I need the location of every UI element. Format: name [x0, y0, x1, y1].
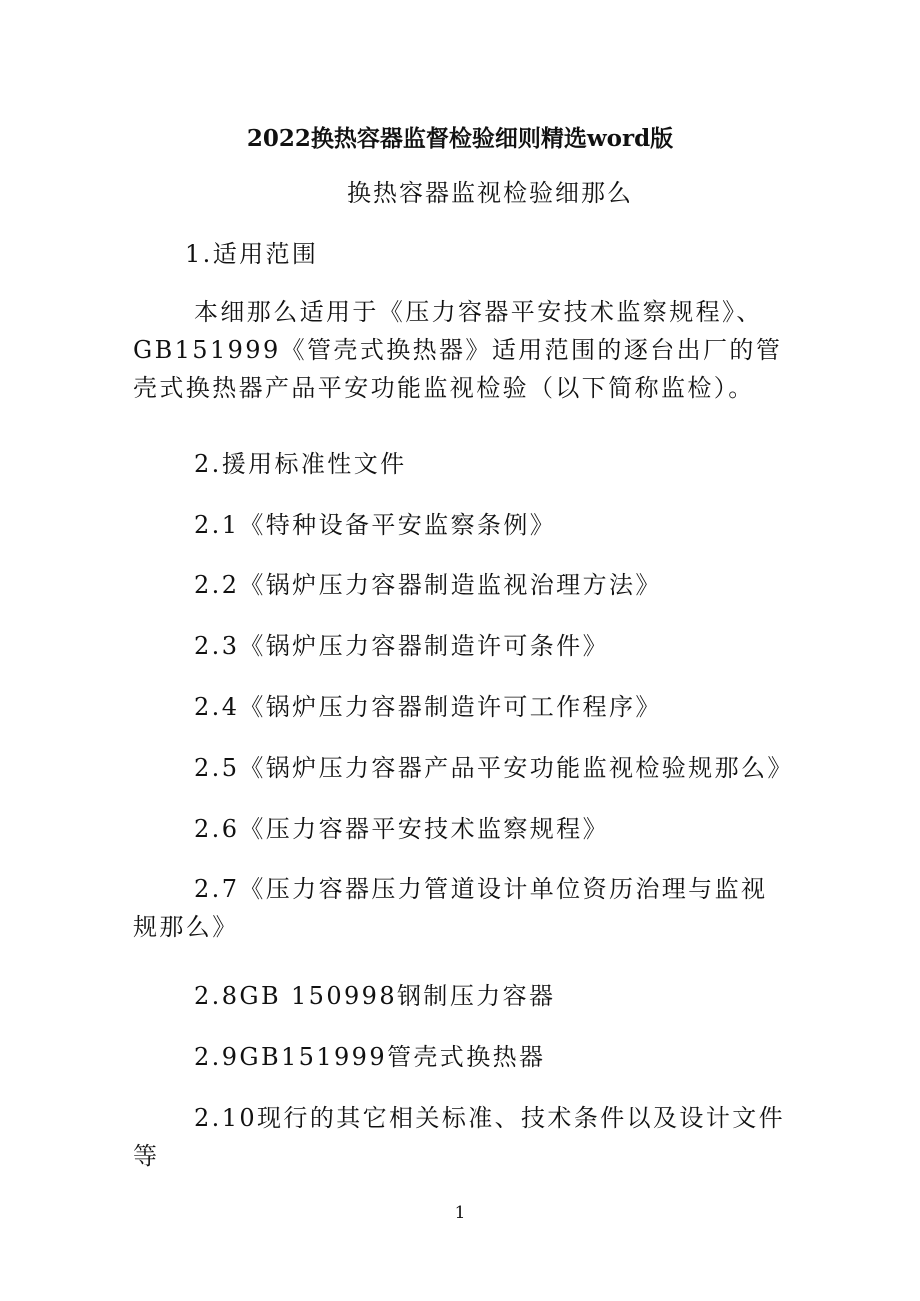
reference-item: 2.8GB 150998钢制压力容器 [194, 982, 556, 1010]
reference-item: 2.9GB151999管壳式换热器 [194, 1043, 546, 1071]
section-heading-references: 2.援用标准性文件 [194, 450, 407, 478]
reference-item: 2.4《锅炉压力容器制造许可工作程序》 [194, 693, 662, 721]
page-number: 1 [454, 1203, 466, 1223]
reference-item: 2.1《特种设备平安监察条例》 [194, 511, 557, 539]
paragraph-scope-body: 本细那么适用于《压力容器平安技术监察规程》、GB151999《管壳式换热器》适用范围的逐台出厂的管壳式换热器产品平安功能监视检验（以下简称监检）。 [133, 298, 783, 402]
reference-item: 2.7《压力容器压力管道设计单位资历治理与监视规那么》 [133, 875, 768, 941]
reference-item: 2.10现行的其它相关标准、技术条件以及设计文件等 [133, 1104, 786, 1170]
reference-item: 2.3《锅炉压力容器制造许可条件》 [194, 632, 609, 660]
document-subtitle: 换热容器监视检验细那么 [347, 179, 633, 207]
section-heading-scope: 1.适用范围 [185, 240, 319, 268]
reference-item: 2.5《锅炉压力容器产品平安功能监视检验规那么》 [194, 754, 794, 782]
reference-item: 2.2《锅炉压力容器制造监视治理方法》 [194, 571, 662, 599]
document-title: 2022换热容器监督检验细则精选word版 [246, 125, 674, 152]
reference-item: 2.6《压力容器平安技术监察规程》 [194, 815, 609, 843]
